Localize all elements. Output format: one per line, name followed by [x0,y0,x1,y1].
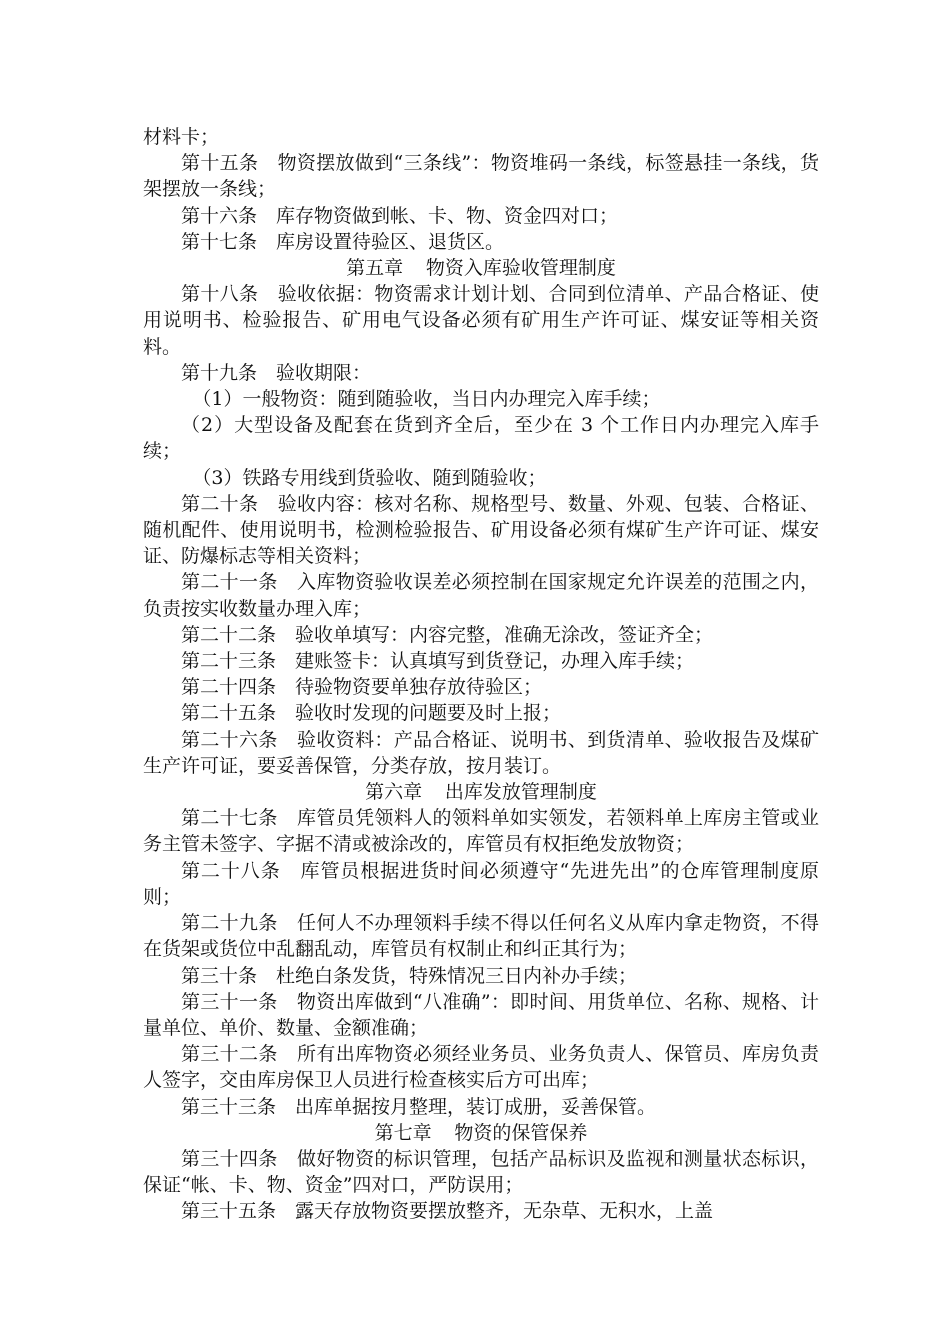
article-number: 第三十五条 [181,1200,277,1223]
article-number: 第二十八条 [181,859,281,882]
article-text: 库房设置待验区、退货区。 [276,230,505,253]
sub-item-1: （1）一般物资：随到随验收，当日内办理完入库手续； [192,388,661,411]
article-32 [143,1041,819,1093]
article-20 [143,491,819,570]
article-number: 第二十五条 [181,702,277,725]
article-text: 库管员凭领料人的领料单如实领发，若领料单上库房主管或业务主管未签字、字据不清或被涂改的，库管员有权拒绝发放物资； [143,807,819,856]
chapter-number: 第七章 [374,1121,432,1144]
article-18 [143,281,819,360]
article-23 [143,648,819,674]
chapter-number: 第六章 [365,781,423,804]
chapter-title: 物资入库验收管理制度 [425,257,616,280]
article-text: 验收内容：核对名称、规格型号、数量、外观、包装、合格证、随机配件、使用说明书，检测检验报告、矿用设备必须有煤矿生产许可证、煤安证、防爆标志等相关资料； [143,492,819,568]
text-line: 材料卡； [143,126,220,148]
article-19 [143,360,819,386]
article-text: 物资摆放做到“三条线”：物资堆码一条线，标签悬挂一条线，货架摆放一条线； [143,152,819,201]
article-number: 第十六条 [181,204,258,227]
article-text: 做好物资的标识管理，包括产品标识及监视和测量状态标识，保证“帐、卡、物、资金”四对口，严防误用； [143,1147,819,1197]
article-number: 第三十二条 [181,1043,278,1066]
article-text: 任何人不办理领料手续不得以任何名义从库内拿走物资，不得在货架或货位中乱翻乱动，库管员有权制止和纠正其行为； [143,912,819,961]
article-33 [143,1094,819,1120]
article-30 [143,963,819,989]
article-27 [143,805,819,857]
article-25 [143,700,819,726]
chapter-number: 第五章 [346,257,404,280]
article-28 [143,858,819,910]
article-number: 第二十七条 [181,807,278,830]
article-number: 第二十条 [181,492,259,515]
sub-item-2: （2）大型设备及配套在货到齐全后，至少在 3 个工作日内办理完入库手续； [143,414,819,463]
article-text: 库存物资做到帐、卡、物、资金四对口； [276,204,619,227]
article-15 [143,150,819,202]
article-text: 入库物资验收误差必须控制在国家规定允许误差的范围之内，负责按实收数量办理入库； [143,571,819,620]
article-text: 验收依据：物资需求计划计划、合同到位清单、产品合格证、使用说明书、检验报告、矿用电气设备必须有矿用生产许可证、煤安证等相关资料。 [143,283,819,358]
article-text: 出库单据按月整理，装订成册，妥善保管。 [295,1095,657,1118]
article-number: 第三十三条 [181,1095,277,1118]
chapter-5-heading [143,255,819,281]
article-number: 第十八条 [181,283,259,306]
chapter-title: 出库发放管理制度 [444,781,597,804]
document-page [143,124,819,1225]
article-text: 待验物资要单独存放待验区； [295,676,543,699]
article-text: 杜绝白条发货，特殊情况三日内补办手续； [276,964,638,987]
article-number: 第二十四条 [181,676,277,699]
article-number: 第二十九条 [181,912,278,935]
article-number: 第三十一条 [181,990,278,1013]
article-17 [143,229,819,255]
article-text: 库管员根据进货时间必须遵守“先进先出”的仓库管理制度原则； [143,859,819,908]
article-text: 物资出库做到“八准确”：即时间、用货单位、名称、规格、计量单位、单价、数量、金额准确； [143,990,819,1039]
article-text: 验收时发现的问题要及时上报； [295,702,562,725]
article-number: 第十七条 [181,230,258,253]
article-number: 第三十四条 [181,1147,278,1170]
chapter-6-heading [143,779,819,805]
article-29 [143,910,819,962]
article-35 [143,1198,819,1224]
article-24 [143,674,819,700]
article-text: 露天存放物资要摆放整齐，无杂草、无积水，上盖 [295,1200,714,1223]
article-text: 验收期限： [276,361,372,384]
article-22 [143,622,819,648]
article-16 [143,203,819,229]
article-31 [143,989,819,1041]
sub-item-3: （3）铁路专用线到货验收、随到随验收； [192,466,547,489]
article-26 [143,727,819,779]
chapter-title: 物资的保管保养 [454,1121,588,1144]
article-number: 第二十二条 [181,623,277,646]
article-text: 所有出库物资必须经业务员、业务负责人、保管员、库房负责人签字，交由库房保卫人员进行检查核实后方可出库； [143,1043,819,1092]
article-34 [143,1146,819,1198]
article-number: 第十九条 [181,361,258,384]
article-text: 建账签卡：认真填写到货登记，办理入库手续； [295,650,695,673]
article-number: 第二十三条 [181,650,277,673]
article-number: 第二十六条 [181,728,278,751]
article-number: 第三十条 [181,964,258,987]
article-number: 第十五条 [181,152,259,175]
article-text: 验收单填写：内容完整，准确无涂改，签证齐全； [295,623,714,646]
article-text: 验收资料：产品合格证、说明书、到货清单、验收报告及煤矿生产许可证，要妥善保管，分类存放，按月装订。 [143,728,819,777]
chapter-7-heading [143,1120,819,1146]
article-number: 第二十一条 [181,571,278,594]
article-21 [143,569,819,621]
